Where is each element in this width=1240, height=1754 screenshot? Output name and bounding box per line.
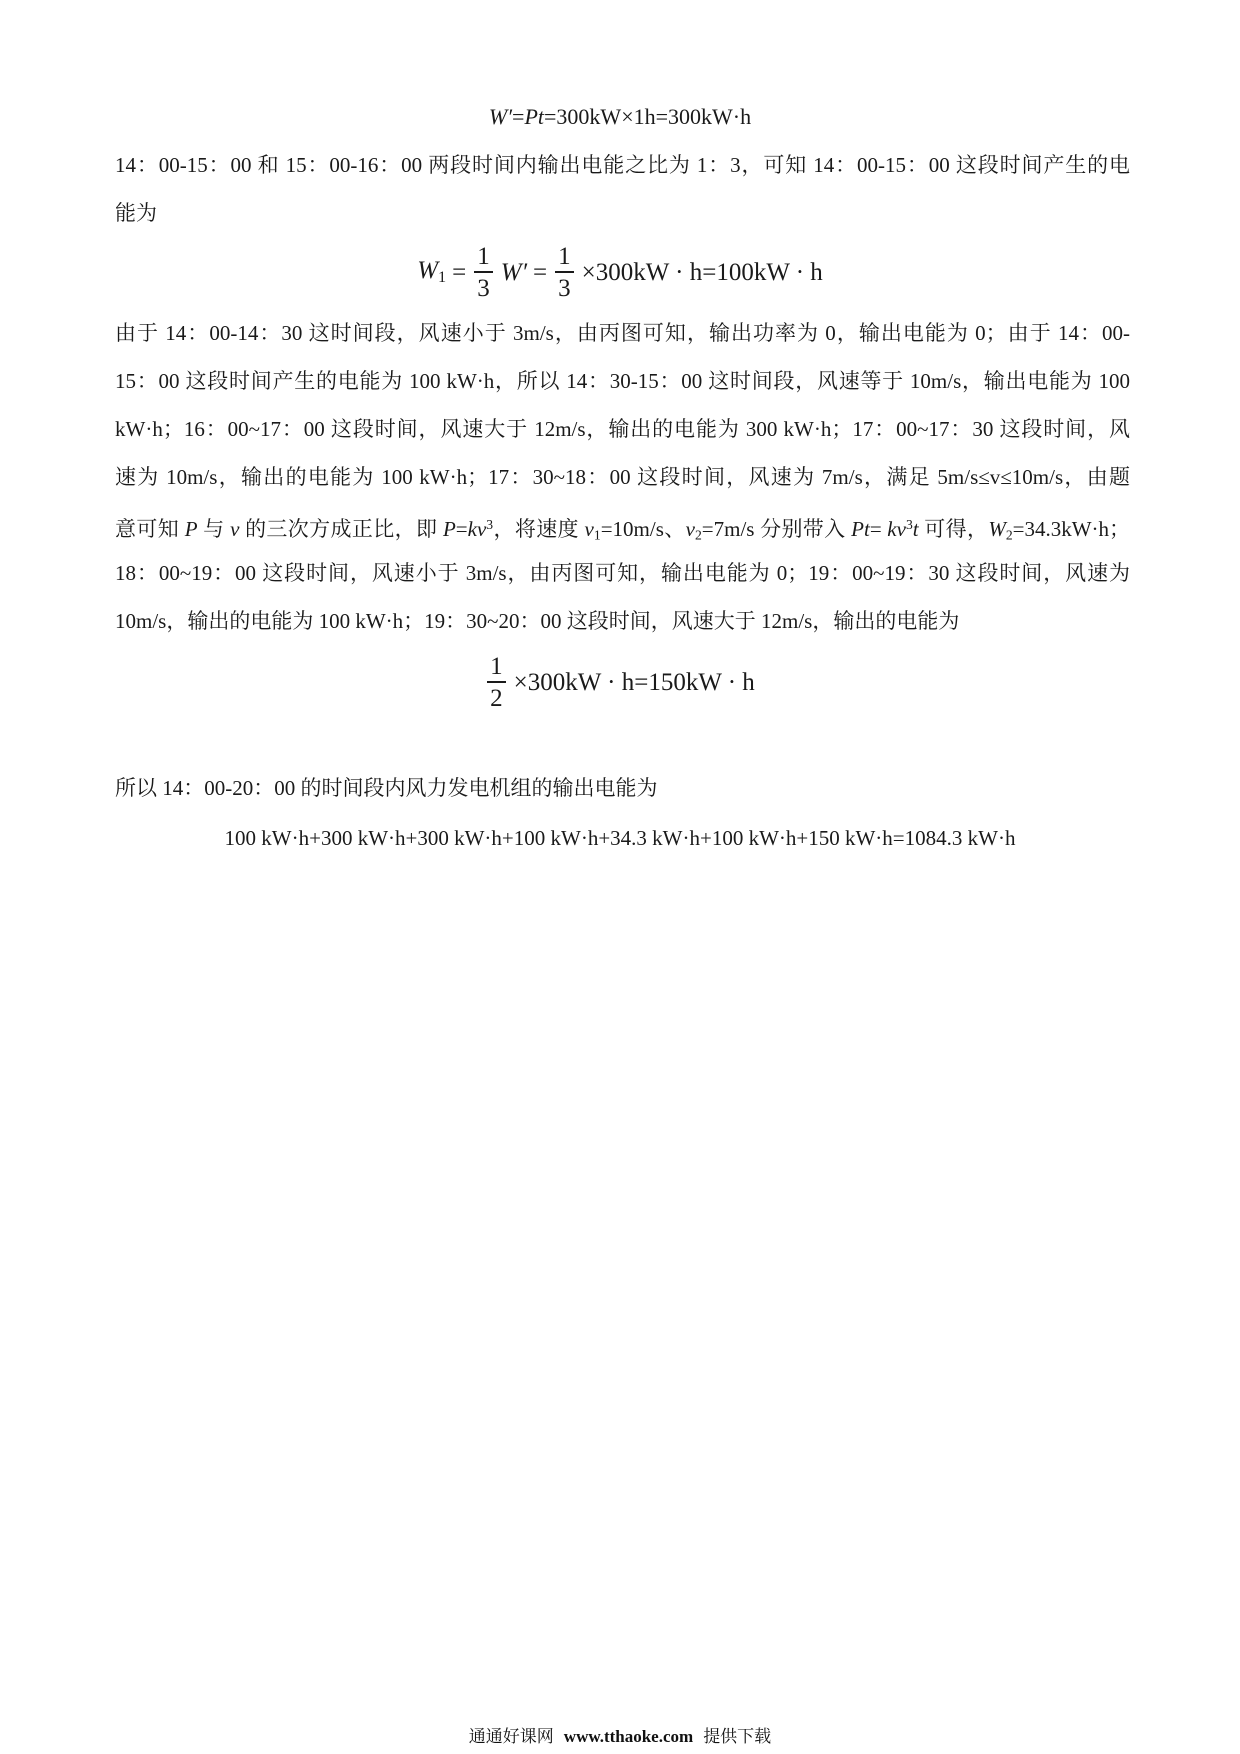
symbol-v1: v <box>584 516 594 541</box>
fraction-one-third <box>474 244 493 301</box>
symbol-kv: kv <box>467 516 487 541</box>
w-prime-symbol: W′ <box>488 104 513 129</box>
symbol-v2: v <box>685 516 695 541</box>
equals-sign: = <box>512 104 525 129</box>
symbol-t: t <box>912 516 919 541</box>
paragraph-2-line-4: 速为 10m/s，输出的电能为 100 kW·h；17：30~18：00 这段时间，风速为 7m/s，满足 5m/s≤v≤10m/s，由题 <box>115 465 1130 489</box>
paragraph-1-line-2: 能为 <box>115 201 157 225</box>
text-run: =7m/s 分别带入 <box>701 516 852 541</box>
equals-sign: = <box>533 258 548 286</box>
subscript: 2 <box>1005 527 1013 543</box>
symbol-p: P <box>442 516 456 541</box>
text-run: 可得， <box>918 516 989 541</box>
w-subscript: 1 <box>438 268 447 287</box>
paragraph-1-line-1: 14：00-15：00 和 15：00-16：00 两段时间内输出电能之比为 1：3，可知 14：00-15：00 这段时间产生的电 <box>115 153 1130 177</box>
text-run: =10m/s、 <box>600 516 686 541</box>
equation-rhs: ×300kW · h=100kW · h <box>581 258 823 286</box>
numerator: 1 <box>487 654 506 683</box>
w1-symbol <box>417 257 446 287</box>
denominator: 3 <box>477 275 490 302</box>
exponent: 3 <box>486 517 494 532</box>
equals-sign: = <box>452 258 467 286</box>
equation-rhs: =300kW×1h=300kW·h <box>544 104 752 129</box>
symbol-v: v <box>230 516 240 541</box>
subscript: 1 <box>593 527 601 543</box>
numerator: 1 <box>474 244 493 273</box>
equation-half <box>0 654 1240 711</box>
paragraph-2-line-1: 由于 14：00-14：30 这时间段，风速小于 3m/s，由丙图可知，输出功率为 0，输出电能为 0；由于 14：00- <box>115 321 1130 345</box>
text-run: ，将速度 <box>493 516 585 541</box>
text-run <box>115 517 1130 541</box>
denominator: 3 <box>558 275 571 302</box>
equation-w-prime <box>0 104 1240 130</box>
paragraph-2-line-5 <box>115 510 1130 550</box>
paragraph-2-line-2: 15：00 这段时间产生的电能为 100 kW·h，所以 14：30-15：00 这时间段，风速等于 10m/s，输出电能为 100 <box>115 369 1130 393</box>
symbol-pt: Pt <box>851 516 870 541</box>
symbol-kv: kv <box>887 516 906 541</box>
fraction-one-third-b <box>555 244 574 301</box>
page-footer <box>0 1722 1240 1747</box>
equation-total: 100 kW·h+300 kW·h+300 kW·h+100 kW·h+34.3 kW·h+100 kW·h+150 kW·h=1084.3 kW·h <box>224 826 1016 850</box>
text-run: 的三次方成正比，即 <box>239 516 443 541</box>
symbol-p: P <box>184 516 198 541</box>
equation-w1 <box>0 244 1240 301</box>
exponent: 3 <box>905 517 913 532</box>
pt-symbol: Pt <box>524 104 545 129</box>
denominator: 2 <box>490 685 503 712</box>
paragraph-2-line-6: 18：00~19：00 这段时间，风速小于 3m/s，由丙图可知，输出电能为 0；19：00~19：30 这段时间，风速为 <box>115 561 1130 585</box>
w-prime-symbol: W′ <box>500 258 528 286</box>
equals-sign: = <box>455 516 468 541</box>
footer-download-text: 提供下载 <box>703 1727 772 1747</box>
text-run: = <box>869 516 888 541</box>
text-run: 与 <box>197 516 231 541</box>
paragraph-2-line-3: kW·h；16：00~17：00 这段时间，风速大于 12m/s，输出的电能为 300 kW·h；17：00~17：30 这段时间，风 <box>115 417 1130 441</box>
subscript: 2 <box>694 527 702 543</box>
numerator: 1 <box>555 244 574 273</box>
symbol-w2: W <box>988 516 1006 541</box>
paragraph-2-line-7: 10m/s，输出的电能为 100 kW·h；19：30~20：00 这段时间，风速大于 12m/s，输出的电能为 <box>115 609 960 633</box>
w-letter: W <box>417 257 439 285</box>
footer-url: www.tthaoke.com <box>563 1727 694 1746</box>
text-run: =34.3kW·h； <box>1012 516 1131 541</box>
equation-rhs: ×300kW · h=150kW · h <box>513 668 755 696</box>
text-run: 意可知 <box>115 516 185 541</box>
fraction-one-half <box>487 654 506 711</box>
footer-site-name: 通通好课网 <box>468 1727 554 1747</box>
paragraph-3-line-1: 所以 14：00-20：00 的时间段内风力发电机组的输出电能为 <box>115 776 658 800</box>
